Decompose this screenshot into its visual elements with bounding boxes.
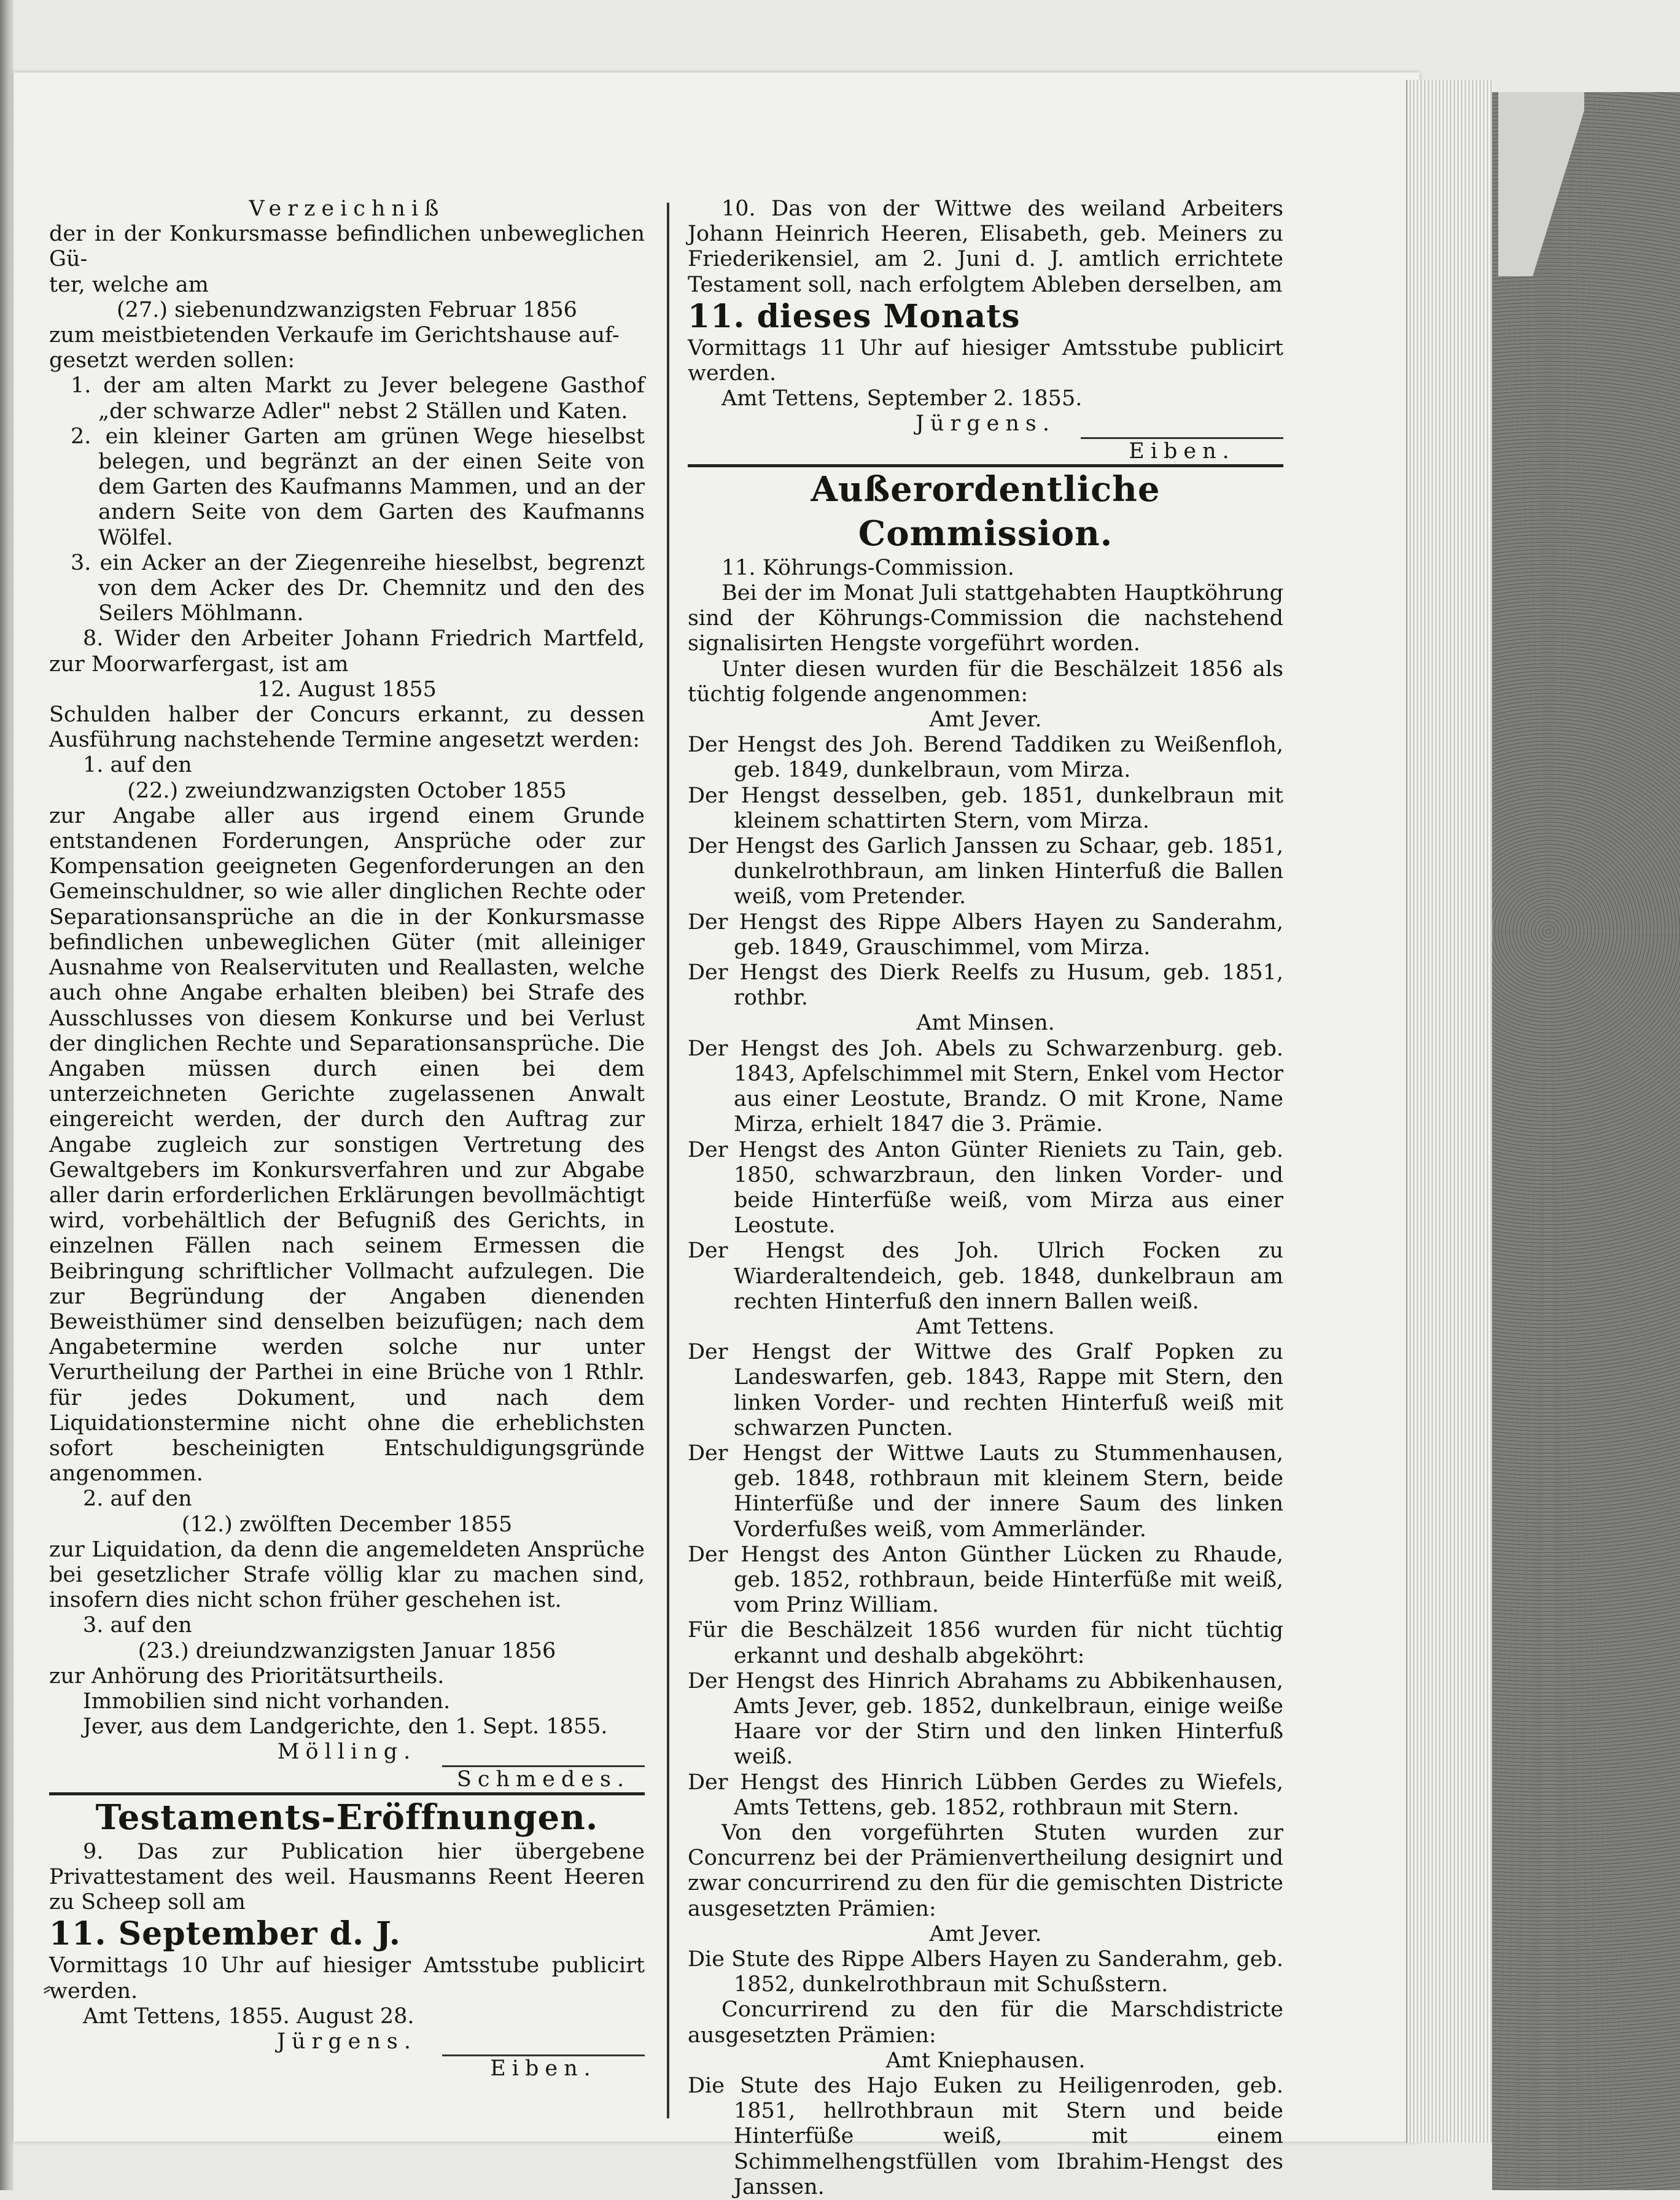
signature-moelling: Mölling. (277, 1739, 417, 1765)
horse-entry: Der Hengst des Hinrich Abrahams zu Abbikenhausen, Amts Jever, geb. 1852, dunkelbraun, einige weiße Haare vor der Stirn und den linken Hinterfuß weiß. (688, 1668, 1283, 1770)
mare-entry: Die Stute des Hajo Euken zu Heiligenroden, geb. 1851, hellrothbraun mit Stern und beide Hinterfüße weiß, mit einem Schimmelhengstfüllen vom Ibrahim-Hengst des Janssen. (688, 2074, 1283, 2199)
section-heading-testaments: Testaments-Eröffnungen. (49, 1792, 645, 1840)
verz-date: (27.) siebenundzwanzigsten Februar 1856 (117, 297, 577, 322)
horse-entry: Der Hengst des Garlich Janssen zu Schaar, geb. 1851, dunkelrothbraun, am linken Hinterfuß die Ballen weiß, vom Pretender. (688, 834, 1283, 909)
horse-entry: Der Hengst der Wittwe des Gralf Popken zu Landeswarfen, geb. 1843, Rappe mit Stern, den linken Vorder- und rechten Hinterfuß weiß mit schwarzen Puncten. (688, 1340, 1283, 1440)
mares-text: Von den vorgeführten Stuten wurden zur Concurrenz bei der Prämienvertheilung designirt und zwar concurrirend zu den für die gemischten Districte ausgesetzten Prämien: (688, 1820, 1283, 1921)
horse-entry: Der Hengst des Dierk Reelfs zu Husum, geb. 1851, rothbr. (688, 960, 1283, 1011)
notice-11-text: Unter diesen wurden für die Beschälzeit 1856 als tüchtig folgende angenommen: (688, 656, 1283, 707)
mare-entry: Die Stute des Rippe Albers Hayen zu Sanderahm, geb. 1852, dunkelrothbraun mit Schußstern. (688, 1947, 1283, 1997)
notice-11-heading: 11. Köhrungs-Commission. (721, 555, 1014, 580)
page-stack-edges (1406, 80, 1493, 2143)
amt-heading: Amt Jever. (929, 1921, 1042, 1946)
notice-8-date: 12. August 1855 (257, 677, 437, 702)
ink-mark: ⸗ (43, 1974, 51, 2001)
term-1-label: 1. auf den (83, 753, 192, 778)
term-2-date: (12.) zwölften December 1855 (181, 1512, 513, 1537)
horse-entry: Der Hengst des Hinrich Lübben Gerdes zu Wiefels, Amts Tettens, geb. 1852, rothbraun mit Stern. (688, 1770, 1283, 1820)
verz-item: 2. ein kleiner Garten am grünen Wege hieselbst belegen, und begränzt an der einen Seite von dem Garten des Kaufmanns Mammen, und an der andern Seite von dem Garten des Kaufmanns Wölfel. (71, 424, 645, 550)
horse-entry: Der Hengst des Joh. Berend Taddiken zu Weißenfloh, geb. 1849, dunkelbraun, vom Mirza. (688, 733, 1283, 783)
notice-10-text: Vormittags 11 Uhr auf hiesiger Amtsstube publicirt werden. (688, 335, 1283, 386)
verz-line: gesetzt werden sollen: (49, 348, 295, 373)
signature-juergens: Jürgens. (915, 411, 1056, 437)
signature-schmedes: Schmedes. (442, 1765, 645, 1792)
verz-item: 1. der am alten Markt zu Jever belegene Gasthof „der schwarze Adler" nebst 2 Ställen und Katen. (71, 373, 645, 424)
term-3-label: 3. auf den (83, 1613, 192, 1638)
notice-9-text: Vormittags 10 Uhr auf hiesiger Amtsstube publicirt werden. (49, 1953, 645, 2004)
horse-entry: Der Hengst des Joh. Ulrich Focken zu Wiarderaltendeich, geb. 1848, dunkelbraun am rechten Hinterfuß den innern Ballen weiß. (688, 1238, 1283, 1314)
book-cover (1492, 92, 1680, 2190)
horse-entry: Der Hengst des Anton Günter Rieniets zu Tain, geb. 1850, schwarzbraun, den linken Vorder- und beide Hinterfüße weiß, vom Mirza aus einer Leostute. (688, 1137, 1283, 1238)
verz-line: der in der Konkursmasse befindlichen unbeweglichen Gü- (49, 222, 645, 272)
horse-entry: Der Hengst desselben, geb. 1851, dunkelbraun mit kleinem schattirten Stern, vom Mirza. (688, 783, 1283, 833)
notice-8-text: Schulden halber der Concurs erkannt, zu dessen Ausführung nachstehende Termine angesetzt werden: (49, 702, 645, 753)
column-divider (667, 203, 669, 2118)
notice-9-text: 9. Das zur Publication hier übergebene Privattestament des weil. Hausmanns Reent Heeren zu Scheep soll am (49, 1839, 645, 1915)
marsch-text: Concurrirend zu den für die Marschdistricte ausgesetzten Prämien: (688, 1997, 1283, 2048)
signature-eiben: Eiben. (442, 2054, 645, 2081)
signature-eiben: Eiben. (1081, 437, 1283, 464)
notice-10-place: Amt Tettens, September 2. 1855. (721, 386, 1083, 411)
verz-item: 3. ein Acker an der Ziegenreihe hieselbst, begrenzt von dem Acker des Dr. Chemnitz und den des Seilers Möhlmann. (71, 550, 645, 626)
term-3-text: zur Anhörung des Prioritätsurtheils. (49, 1663, 445, 1689)
right-column (688, 196, 1283, 2200)
verz-line: ter, welche am (49, 272, 209, 297)
notice-9-place: Amt Tettens, 1855. August 28. (83, 2004, 414, 2029)
immobilien-note: Immobilien sind nicht vorhanden. (83, 1689, 451, 1714)
term-2-label: 2. auf den (83, 1487, 192, 1512)
horse-entry: Der Hengst der Wittwe Lauts zu Stummenhausen, geb. 1848, rothbraun mit kleinem Stern, beide Hinterfüße und der innere Saum des linken Vorderfußes weiß, vom Ammerländer. (688, 1440, 1283, 1542)
horse-entry: Der Hengst des Rippe Albers Hayen zu Sanderahm, geb. 1849, Grauschimmel, vom Mirza. (688, 909, 1283, 960)
section-heading-commission: Außerordentliche Commission. (688, 464, 1283, 556)
notice-9-date: 11. September d. J. (49, 1915, 401, 1953)
notice-10-text: 10. Das von der Wittwe des weiland Arbeiters Johann Heinrich Heeren, Elisabeth, geb. Meiners zu Friederikensiel, am 2. Juni d. J. amtlich errichtete Testament soll, nach erfolgtem Ableben derselben, am (688, 196, 1283, 297)
notice-10-date: 11. dieses Monats (688, 297, 1021, 335)
place-date: Jever, aus dem Landgerichte, den 1. Sept. 1855. (83, 1714, 608, 1739)
left-page-edge (0, 0, 14, 2190)
notice-8-text: 8. Wider den Arbeiter Johann Friedrich Martfeld, zur Moorwarfergast, ist am (49, 626, 645, 677)
amt-heading: Amt Minsen. (916, 1011, 1055, 1036)
amt-heading: Amt Tettens. (916, 1314, 1055, 1339)
not-accepted-note: Für die Beschälzeit 1856 wurden für nicht tüchtig erkannt und deshalb abgeköhrt: (688, 1618, 1283, 1668)
horse-entry: Der Hengst des Anton Günther Lücken zu Rhaude, geb. 1852, rothbraun, beide Hinterfüße mit weiß, vom Prinz William. (688, 1542, 1283, 1618)
signature-juergens: Jürgens. (276, 2029, 418, 2054)
term-1-text: zur Angabe aller aus irgend einem Grunde entstandenen Forderungen, Ansprüche oder zur Kompensation geeigneten Gegenforderungen an den Gemeinschuldner, so wie aller dinglichen Rechte oder Separationsansprüche an die in der Konkursmasse befindlichen unbeweglichen Güter (mit alleiniger Ausnahme von Realservituten und Reallasten, welche auch ohne Angabe erhalten bleiben) bei Strafe des Ausschlusses von diesem Konkurse und bei Verlust der dinglichen Rechte und Separationsansprüche. Die Angaben müssen durch einen bei dem unterzeichneten Gerichte zugelassenen Anwalt eingereicht werden, der durch den Auftrag zur Angabe zugleich zur sonstigen Vertretung des Gewaltgebers im Konkursverfahren und zur Abgabe aller darin erforderlichen Erklärungen bevollmächtigt wird, vorbehältlich der Befugniß des Gerichts, in einzelnen Fällen nach seinem Ermessen die Beibringung schriftlicher Vollmacht aufzulegen. Die zur Begründung der Angaben dienenden Beweisthümer sind denselben beizufügen; nach dem Angabetermine werden solche nur unter Verurtheilung der Parthei in eine Brüche von 1 Rthlr. für jedes Dokument, und nach dem Liquidationstermine nicht ohne die erheblichsten sofort bescheinigten Entschuldigungsgründe angenommen. (49, 803, 645, 1487)
horse-entry: Der Hengst des Joh. Abels zu Schwarzenburg. geb. 1843, Apfelschimmel mit Stern, Enkel vom Hector aus einer Leostute, Brandz. O mit Krone, Name Mirza, erhielt 1847 die 3. Prämie. (688, 1036, 1283, 1137)
term-1-date: (22.) zweiundzwanzigsten October 1855 (127, 778, 567, 803)
amt-heading: Amt Jever. (929, 707, 1042, 733)
notice-11-text: Bei der im Monat Juli stattgehabten Hauptköhrung sind der Köhrungs-Commission die nachstehend signalisirten Hengste vorgeführt worden. (688, 581, 1283, 656)
term-2-text: zur Liquidation, da denn die angemeldeten Ansprüche bei gesetzlicher Strafe völlig klar zu machen sind, insofern dies nicht schon früher geschehen ist. (49, 1537, 645, 1613)
term-3-date: (23.) dreiundzwanzigsten Januar 1856 (138, 1638, 556, 1663)
verz-title: Verzeichniß (249, 196, 445, 221)
verz-line: zum meistbietenden Verkaufe im Gerichtshause auf- (49, 323, 620, 348)
amt-heading: Amt Kniephausen. (885, 2048, 1086, 2073)
left-column (49, 196, 645, 2081)
